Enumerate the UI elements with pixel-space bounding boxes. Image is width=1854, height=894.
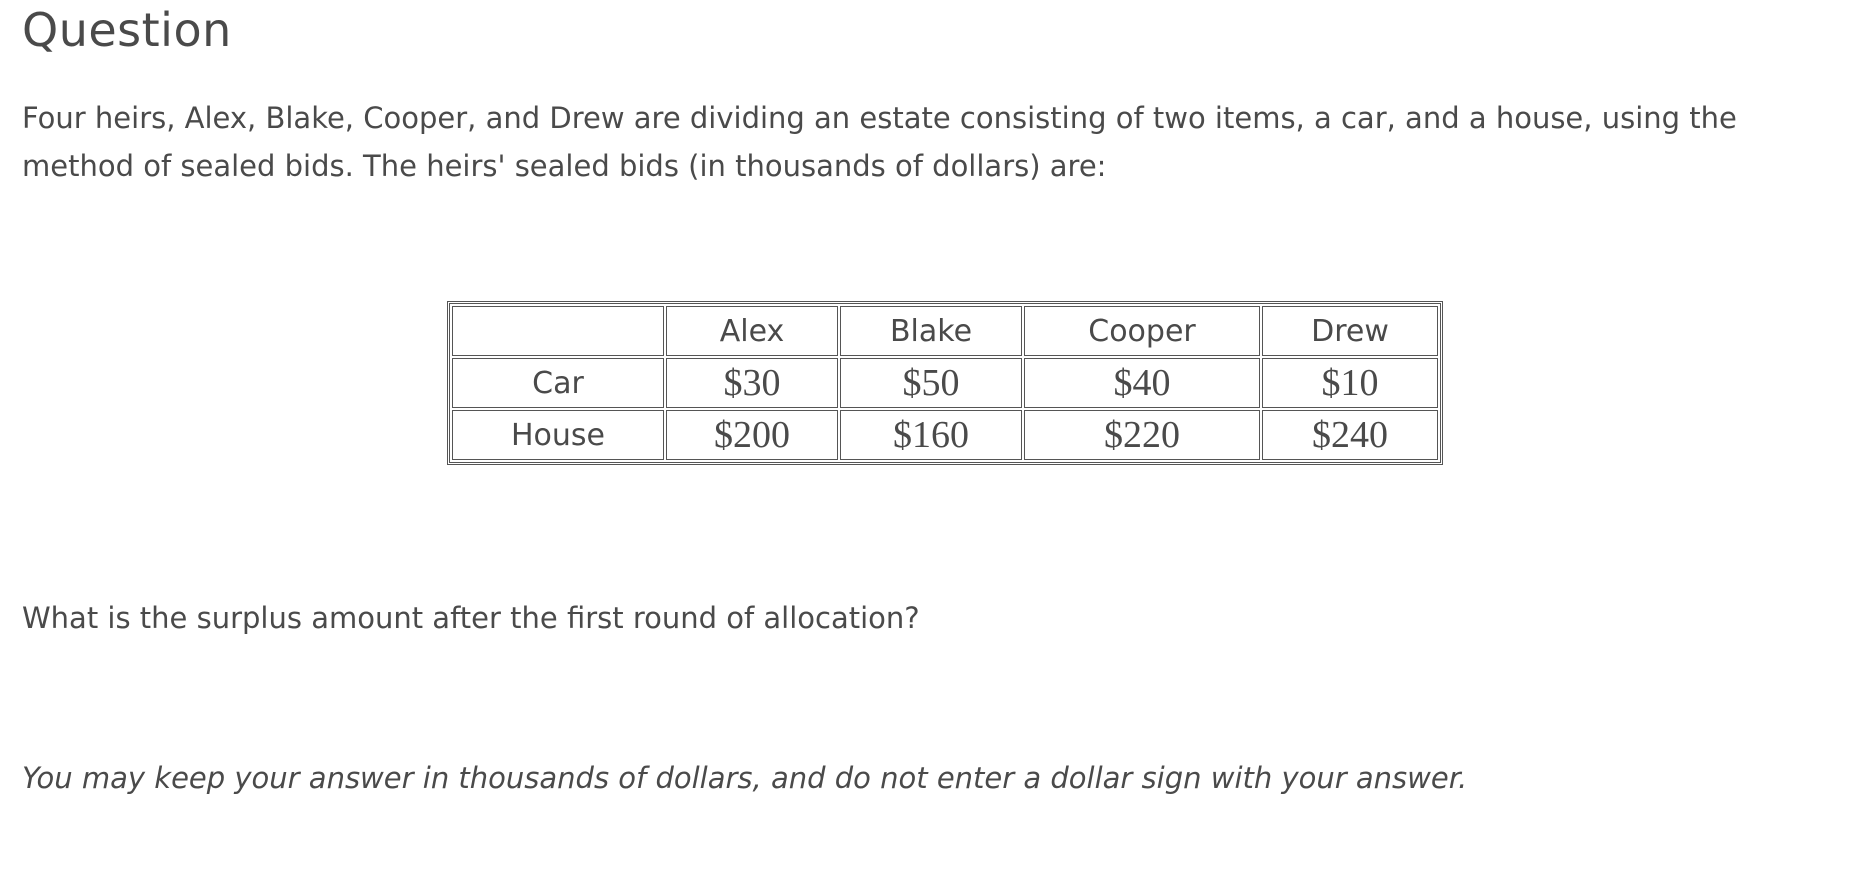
table-header-row xyxy=(452,306,1438,356)
table-header-cell-empty xyxy=(452,306,664,356)
page-title: Question xyxy=(22,3,232,57)
row-label-house: House xyxy=(452,410,664,460)
bid-cell-car-drew: $10 xyxy=(1262,358,1438,408)
bid-cell-house-blake: $160 xyxy=(840,410,1022,460)
sealed-bids-table xyxy=(447,301,1443,465)
question-prompt-text: What is the surplus amount after the first round of allocation? xyxy=(22,601,920,635)
bid-cell-house-drew: $240 xyxy=(1262,410,1438,460)
bid-cell-house-cooper: $220 xyxy=(1024,410,1260,460)
table-header-cell-alex: Alex xyxy=(666,306,838,356)
table-header-cell-blake: Blake xyxy=(840,306,1022,356)
table-header-cell-cooper: Cooper xyxy=(1024,306,1260,356)
bid-cell-car-cooper: $40 xyxy=(1024,358,1260,408)
answer-instruction-note: You may keep your answer in thousands of dollars, and do not enter a dollar sign with your answer. xyxy=(22,761,1468,795)
bid-cell-car-blake: $50 xyxy=(840,358,1022,408)
row-label-car: Car xyxy=(452,358,664,408)
table-row-house xyxy=(452,410,1438,460)
table-row-car xyxy=(452,358,1438,408)
bid-cell-car-alex: $30 xyxy=(666,358,838,408)
bid-cell-house-alex: $200 xyxy=(666,410,838,460)
table-header-cell-drew: Drew xyxy=(1262,306,1438,356)
question-intro-text: Four heirs, Alex, Blake, Cooper, and Drew are dividing an estate consisting of two items, a car, and a house, using the method of sealed bids. The heirs' sealed bids (in thousands of dollars) are: xyxy=(22,101,1737,183)
